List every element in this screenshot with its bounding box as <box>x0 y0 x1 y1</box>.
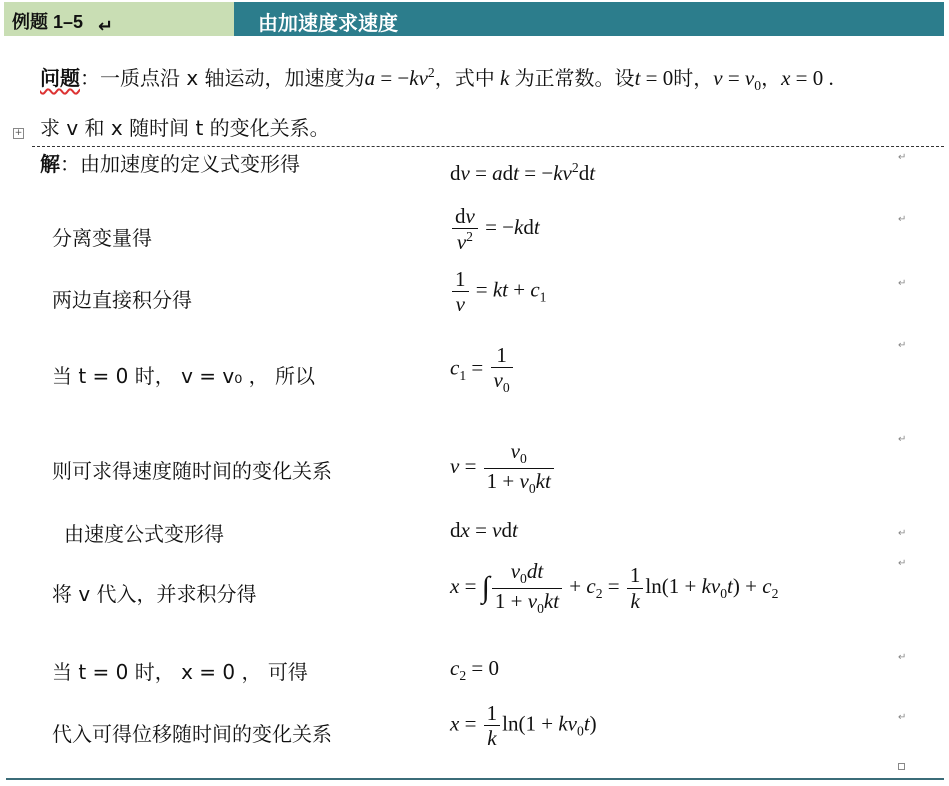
solution-step-8: 当 t = 0 时， x = 0 ， 可得 <box>52 660 308 684</box>
solution-label: 解 <box>40 152 60 176</box>
paragraph-mark-icon: ↵ <box>898 528 907 539</box>
equation-1: dv = adt = $-kv^2dt$ <box>450 160 596 185</box>
problem-text-d: 时， <box>673 66 714 90</box>
table-resize-handle-icon[interactable] <box>898 763 905 770</box>
paragraph-mark-icon: ↵ <box>898 278 907 289</box>
equation-6: dx = vdt <box>450 518 518 542</box>
solution-step-1: 解：由加速度的定义式变形得 <box>40 152 300 176</box>
equation-5: v = $\frac{v_0}{1 + v_0kt}$ <box>450 440 556 496</box>
equation-3: $\frac{1}{v}$ = kt + $c_1$ <box>450 268 547 315</box>
example-number: 例题 1–5 <box>12 12 84 32</box>
solution-step-7: 将 v 代入，并求积分得 <box>52 582 257 606</box>
page-title: 由加速度求速度 <box>258 11 398 35</box>
paragraph-mark-icon: ↵ <box>898 652 907 663</box>
bottom-rule <box>6 778 944 780</box>
example-number-banner <box>4 2 234 36</box>
problem-label: 问题 <box>40 66 80 90</box>
paragraph-mark-icon: ↵ <box>898 152 907 163</box>
problem-line-1: 问题：一质点沿 x 轴运动，加速度为$a = -kv^2$，式中 k 为正常数。设t = 0时，$v = v_0$，x = 0 . <box>40 65 834 94</box>
solution-step-9: 代入可得位移随时间的变化关系 <box>52 722 332 746</box>
paragraph-mark-icon: ↵ <box>898 558 907 569</box>
equation-7: x = ∫ $\frac{v_0dt}{1 + v_0kt}$ + $c_2$ = $\frac{1}{k}$ $\ln(1 + kv_0t) + c_2$ <box>450 559 779 616</box>
paragraph-mark-icon: ↵ <box>98 16 114 36</box>
solution-step-4: 当 t = 0 时， v = v₀ ， 所以 <box>52 364 315 388</box>
solution-step-2: 分离变量得 <box>52 226 152 250</box>
paragraph-mark-icon: ↵ <box>898 712 907 723</box>
problem-text-b: ，式中 <box>434 66 495 90</box>
equation-4: $c_1$ = $\frac{1}{v_0}$ <box>450 344 515 396</box>
paragraph-mark-icon: ↵ <box>898 434 907 445</box>
problem-text-a: ：一质点沿 x 轴运动，加速度为 <box>80 66 365 90</box>
equation-8: $c_2 = 0$ <box>450 656 499 684</box>
paragraph-mark-icon: ↵ <box>898 214 907 225</box>
equation-2: $\frac{dv}{v^2}$ = −kdt <box>450 205 540 253</box>
solution-step-5: 则可求得速度随时间的变化关系 <box>52 459 332 483</box>
problem-line-2: 求 v 和 x 随时间 t 的变化关系。 <box>40 116 330 140</box>
title-banner <box>234 2 944 36</box>
table-top-border <box>32 146 944 147</box>
solution-step-6: 由速度公式变形得 <box>64 522 224 546</box>
solution-step-3: 两边直接积分得 <box>52 288 192 312</box>
problem-text-c: 为正常数。设 <box>514 66 635 90</box>
equation-9: x = $\frac{1}{k}$ $\ln(1 + kv_0t)$ <box>450 701 597 751</box>
paragraph-mark-icon: ↵ <box>898 340 907 351</box>
table-move-handle-icon[interactable]: + <box>14 128 23 138</box>
